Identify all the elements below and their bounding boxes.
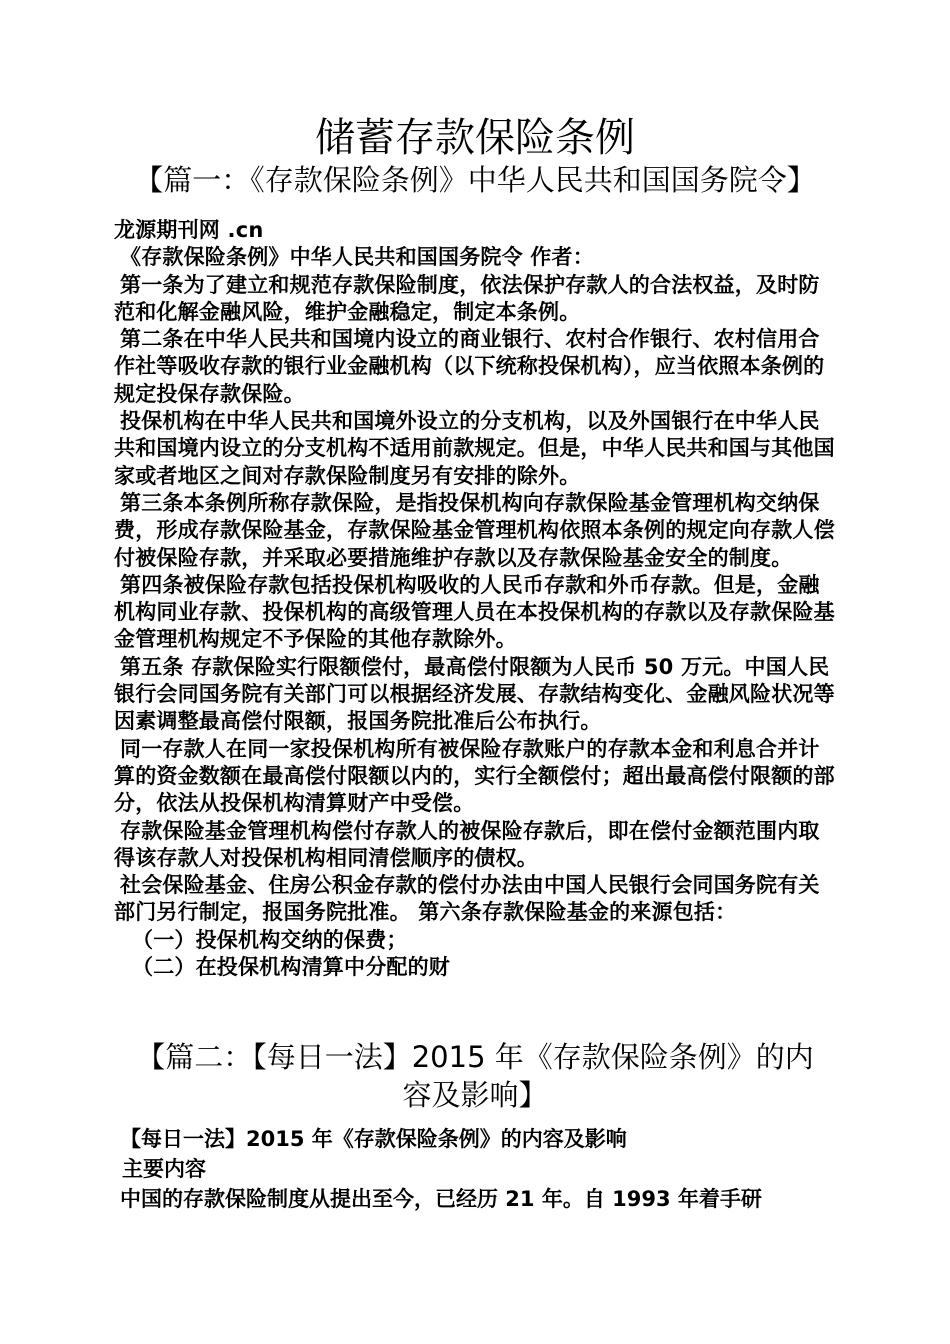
section2-title [120,1038,830,1114]
section2-body [120,1124,838,1214]
section2-heading: 【每日一法】2015 年《存款保险条例》的内容及影响 [120,1127,627,1151]
paragraph: 第一条为了建立和规范存款保险制度，依法保护存款人的合法权益，及时防范和化解金融风险，维护金融稳定，制定本条例。 [114,272,820,324]
section1-body [114,217,838,981]
paragraph: 第三条本条例所称存款保险，是指投保机构向存款保险基金管理机构交纳保费，形成存款保险基金，存款保险基金管理机构依照本条例的规定向存款人偿付被保险存款，并采取必要措施维护存款以及存款保险基金安全的制度。 [114,490,835,570]
paragraph: 第五条 存款保险实行限额偿付，最高偿付限额为人民币 50 万元。中国人民银行会同国务院有关部门可以根据经济发展、存款结构变化、金融风险状况等因素调整最高偿付限额，报国务院批准后公布执行。 [114,654,835,734]
paragraph: 存款保险基金管理机构偿付存款人的被保险存款后，即在偿付金额范围内取得该存款人对投保机构相同清偿顺序的债权。 [114,818,820,870]
paragraph: 中国的存款保险制度从提出至今，已经历 21 年。自 1993 年着手研 [120,1187,762,1211]
section2-title-line: 【篇二：【每日一法】2015 年《存款保险条例》的内 [136,1040,814,1074]
paragraph: 社会保险基金、住房公积金存款的偿付办法由中国人民银行会同国务院有关部门另行制定，报国务院批准。 第六条存款保险基金的来源包括： [114,873,820,925]
paragraph: 第四条被保险存款包括投保机构吸收的人民币存款和外币存款。但是，金融机构同业存款、投保机构的高级管理人员在本投保机构的存款以及存款保险基金管理机构规定不予保险的其他存款除外。 [114,572,835,652]
source-line: 龙源期刊网 .cn [114,218,264,242]
section2-subheading: 主要内容 [122,1157,206,1181]
paragraph: 投保机构在中华人民共和国境外设立的分支机构，以及外国银行在中华人民共和国境内设立的分支机构不适用前款规定。但是，中华人民共和国与其他国家或者地区之间对存款保险制度另有安排的除外。 [114,409,835,488]
section2-title-line: 容及影响】 [402,1078,548,1112]
paragraph: 第二条在中华人民共和国境内设立的商业银行、农村合作银行、农村信用合作社等吸收存款的银行业金融机构（以下统称投保机构），应当依照本条例的规定投保存款保险。 [114,327,825,406]
paragraph: 同一存款人在同一家投保机构所有被保险存款账户的存款本金和利息合并计算的资金数额在最高偿付限额以内的，实行全额偿付；超出最高偿付限额的部分，依法从投保机构清算财产中受偿。 [114,736,835,816]
list-item: （一）投保机构交纳的保费； [132,927,408,952]
section1-title: 【篇一：《存款保险条例》中华人民共和国国务院令】 [134,163,816,197]
byline: 《存款保险条例》中华人民共和国国务院令 作者： [120,245,594,270]
document-title: 储蓄存款保险条例 [315,115,635,161]
list-item: （二）在投保机构清算中分配的财 [132,955,450,980]
